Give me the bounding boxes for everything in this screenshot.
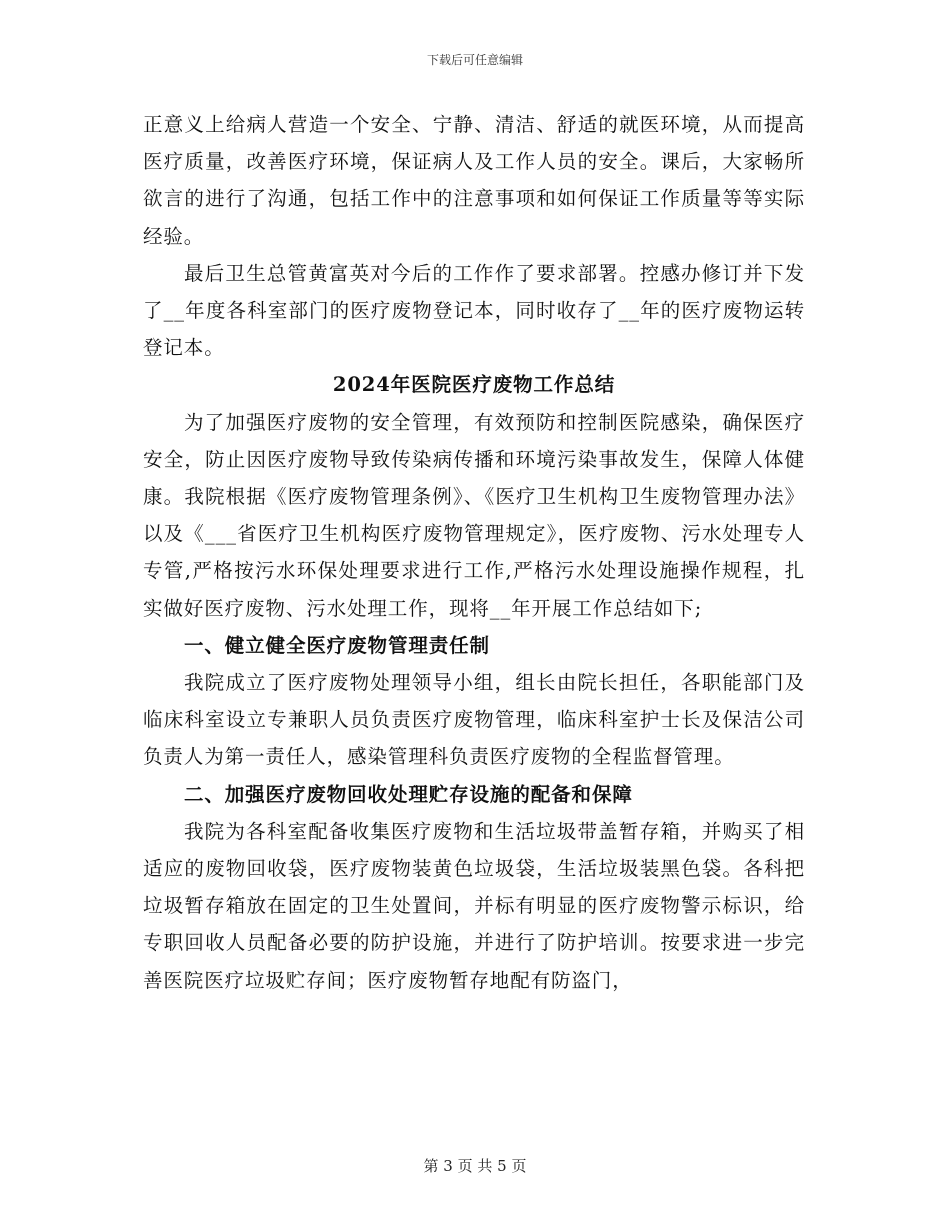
section-2-paragraph: 我院为各科室配备收集医疗废物和生活垃圾带盖暂存箱，并购买了相适应的废物回收袋，医疗废物装黄色垃圾袋，生活垃圾装黑色袋。各科把垃圾暂存箱放在固定的卫生处置间，并标有明显的医疗废物警示标识，给专职回收人员配备必要的防护设施，并进行了防护培训。按要求进一步完善医院医疗垃圾贮存间；医疗废物暂存地配有防盗门， <box>143 819 805 992</box>
page-header: 下载后可任意编辑 <box>426 53 523 67</box>
paragraph-continued: 正意义上给病人营造一个安全、宁静、清洁、舒适的就医环境，从而提高医疗质量，改善医疗环境，保证病人及工作人员的安全。课后，大家畅所欲言的进行了沟通，包括工作中的注意事项和如何保证工作质量等等实际经验。 <box>143 113 805 248</box>
document-body <box>143 106 805 999</box>
paragraph-final-remarks: 最后卫生总管黄富英对今后的工作作了要求部署。控感办修订并下发了__年度各科室部门的医疗废物登记本，同时收存了__年的医疗废物运转登记本。 <box>143 261 805 360</box>
section-2-heading: 二、加强医疗废物回收处理贮存设施的配备和保障 <box>183 782 633 806</box>
paragraph-intro: 为了加强医疗废物的安全管理，有效预防和控制医院感染，确保医疗安全，防止因医疗废物导致传染病传播和环境污染事故发生，保障人体健康。我院根据《医疗废物管理条例》、《医疗卫生机构卫生废物管理办法》以及《___省医疗卫生机构医疗废物管理规定》，医疗废物、污水处理专人专管,严格按污水环保处理要求进行工作,严格污水处理设施操作规程，扎实做好医疗废物、污水处理工作，现将__年开展工作总结如下; <box>143 410 805 620</box>
section-1-paragraph: 我院成立了医疗废物处理领导小组，组长由院长担任，各职能部门及临床科室设立专兼职人员负责医疗废物管理，临床科室护士长及保洁公司负责人为第一责任人，感染管理科负责医疗废物的全程监督管理。 <box>143 671 805 769</box>
page-number: 第 3 页 共 5 页 <box>423 1157 527 1175</box>
document-title: 2024年医院医疗废物工作总结 <box>332 373 616 397</box>
section-1-heading: 一、健立健全医疗废物管理责任制 <box>183 633 490 657</box>
